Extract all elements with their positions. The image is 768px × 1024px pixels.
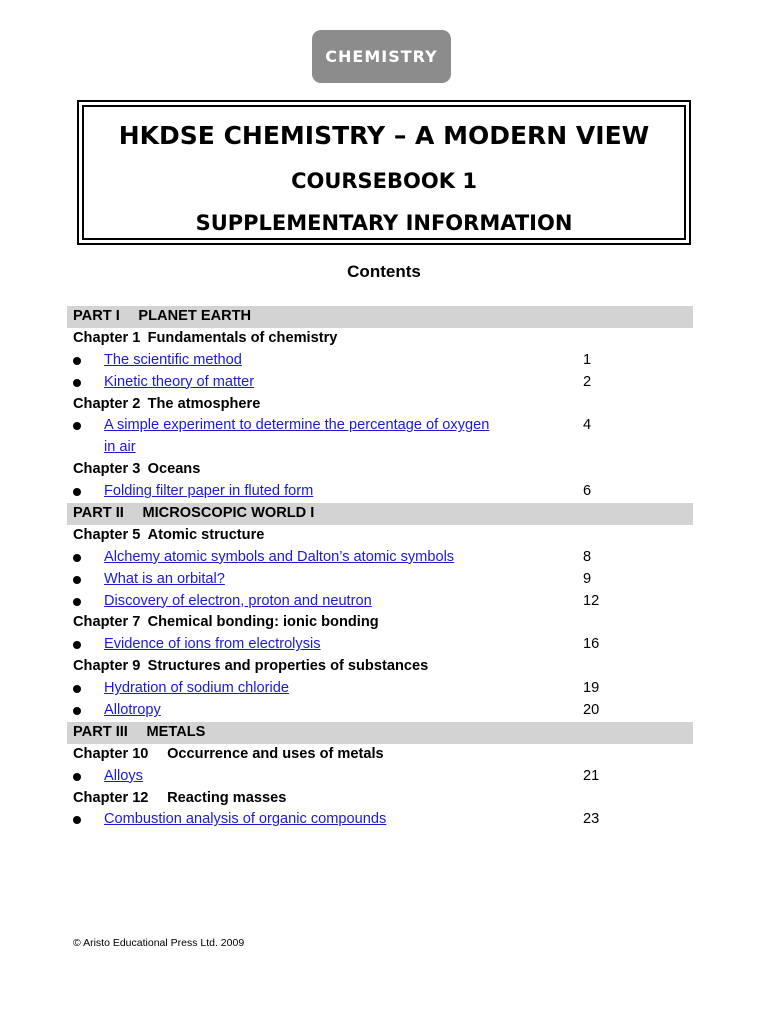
part-title: PART I PLANET EARTH (73, 308, 252, 324)
toc-item (67, 437, 693, 459)
toc-link[interactable]: Kinetic theory of matter (104, 373, 255, 390)
page-number: 21 (583, 767, 600, 784)
toc-item (67, 547, 693, 569)
toc-link[interactable]: Alloys (104, 767, 143, 784)
table-of-contents (67, 306, 693, 831)
book-subtitle: COURSEBOOK 1 (291, 169, 477, 193)
chapter-title: Chapter 7 Chemical bonding: ionic bonding (73, 614, 379, 631)
title-box (77, 100, 691, 245)
page-number: 23 (583, 811, 600, 828)
toc-part-heading (67, 722, 693, 744)
toc-item (67, 700, 693, 722)
part-title: PART II MICROSCOPIC WORLD I (73, 505, 315, 522)
toc-link[interactable]: Allotropy (104, 702, 161, 719)
bullet-icon (73, 379, 81, 387)
toc-link[interactable]: Discovery of electron, proton and neutron (104, 592, 372, 609)
toc-item (67, 591, 693, 613)
page-number: 9 (583, 570, 592, 587)
toc-link[interactable]: in air (104, 439, 136, 456)
part-title: PART III METALS (73, 723, 206, 740)
page-number: 6 (583, 483, 592, 500)
toc-part-heading (67, 503, 693, 525)
copyright-footer: © Aristo Educational Press Ltd. 2009 (73, 937, 245, 949)
toc-item (67, 372, 693, 394)
page-number: 20 (583, 702, 600, 719)
bullet-icon (73, 641, 81, 649)
bullet-icon (73, 576, 81, 584)
toc-chapter-heading (67, 788, 693, 810)
toc-link[interactable]: Evidence of ions from electrolysis (104, 636, 321, 653)
book-section-title: SUPPLEMENTARY INFORMATION (195, 211, 573, 235)
bullet-icon (73, 488, 81, 496)
toc-link[interactable]: Folding filter paper in fluted form (104, 483, 314, 500)
chapter-title: Chapter 5 Atomic structure (73, 526, 265, 543)
toc-link[interactable]: The scientific method (104, 351, 242, 368)
toc-item (67, 634, 693, 656)
bullet-icon (73, 554, 81, 562)
chapter-title: Chapter 9 Structures and properties of substances (73, 658, 429, 675)
toc-link[interactable]: What is an orbital? (104, 570, 225, 587)
chapter-title: Chapter 1 Fundamentals of chemistry (73, 329, 338, 346)
toc-item (67, 415, 693, 437)
title-box-inner (82, 105, 686, 240)
toc-chapter-heading (67, 328, 693, 350)
bullet-icon (73, 816, 81, 824)
toc-item (67, 569, 693, 591)
toc-link[interactable]: Alchemy atomic symbols and Dalton’s atomic symbols (104, 548, 455, 565)
chapter-title: Chapter 10 Occurrence and uses of metals (73, 745, 384, 762)
toc-chapter-heading (67, 394, 693, 416)
toc-item (67, 809, 693, 831)
bullet-icon (73, 707, 81, 715)
page-number: 1 (583, 351, 592, 368)
bullet-icon (73, 357, 81, 365)
chapter-title: Chapter 2 The atmosphere (73, 395, 261, 412)
toc-chapter-heading (67, 744, 693, 766)
toc-item (67, 350, 693, 372)
subject-badge: CHEMISTRY (312, 30, 451, 83)
toc-chapter-heading (67, 656, 693, 678)
toc-item (67, 766, 693, 788)
toc-chapter-heading (67, 525, 693, 547)
book-title: HKDSE CHEMISTRY – A MODERN VIEW (118, 121, 650, 150)
chapter-title: Chapter 3 Oceans (73, 461, 201, 478)
toc-link[interactable]: Hydration of sodium chloride (104, 680, 289, 697)
page-number: 2 (583, 373, 592, 390)
toc-part-heading (67, 306, 693, 328)
page-number: 8 (583, 548, 592, 565)
toc-link[interactable]: Combustion analysis of organic compounds (104, 811, 387, 828)
bullet-icon (73, 685, 81, 693)
toc-item (67, 481, 693, 503)
page-number: 4 (583, 417, 592, 434)
toc-chapter-heading (67, 612, 693, 634)
bullet-icon (73, 773, 81, 781)
bullet-icon (73, 598, 81, 606)
chapter-title: Chapter 12 Reacting masses (73, 789, 287, 806)
toc-link[interactable]: A simple experiment to determine the percentage of oxygen (104, 417, 490, 434)
bullet-icon (73, 422, 81, 430)
page-number: 12 (583, 592, 600, 609)
contents-heading: Contents (347, 262, 421, 281)
toc-item (67, 678, 693, 700)
page-number: 16 (583, 636, 600, 653)
page-number: 19 (583, 680, 600, 697)
toc-chapter-heading (67, 459, 693, 481)
